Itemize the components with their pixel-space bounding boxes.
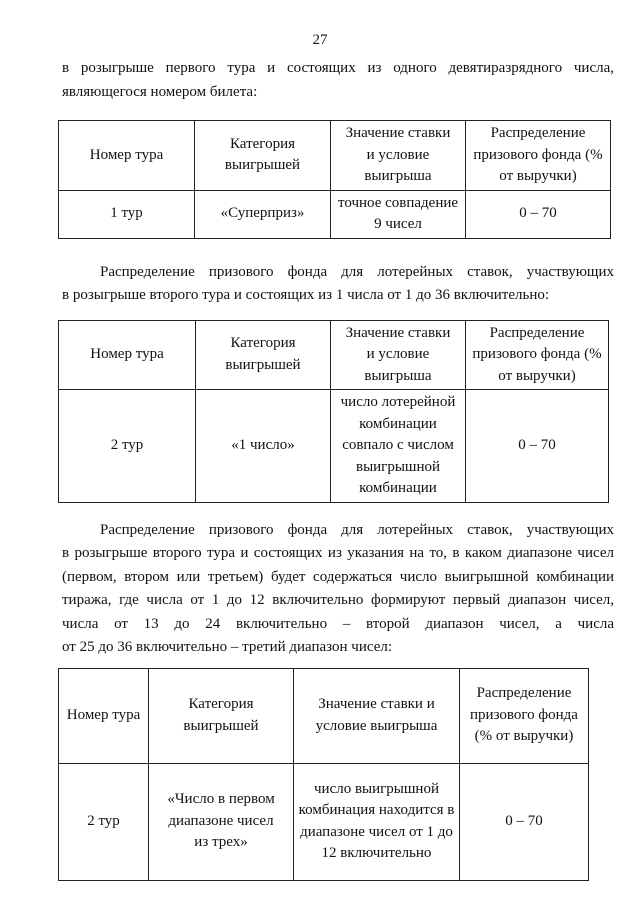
cell: 2 тур — [59, 763, 149, 880]
text-line: в розыгрыше второго тура и состоящих из указания на то, в каком диапазоне чисел — [62, 545, 614, 561]
text-line: Распределение призового фонда для лотерейных ставок, участвующих — [100, 263, 614, 280]
header-cell: Распределение призового фонда (% от выручки) — [466, 320, 609, 390]
text-line: в розыгрыше первого тура и состоящих из одного девятиразрядного числа, — [62, 60, 614, 76]
header-cell: Номер тура — [59, 320, 196, 390]
table-3 — [58, 668, 589, 881]
text-line: тиража, где числа от 1 до 12 включительно формируют первый диапазон чисел, — [62, 592, 614, 608]
header-cell: Значение ставки и условие выигрыша — [331, 320, 466, 390]
header-cell: Значение ставки и условие выигрыша — [294, 668, 460, 763]
cell: 1 тур — [59, 190, 195, 238]
text-line: (первом, втором или третьем) будет содержаться число выигрышной комбинации — [62, 568, 614, 585]
table-header-row — [59, 668, 589, 763]
page-number: 27 — [312, 32, 328, 48]
header-cell: Распределение призового фонда (% от выручки) — [466, 121, 611, 191]
header-cell: Номер тура — [59, 668, 149, 763]
table-row — [59, 390, 609, 503]
header-cell: Значение ставки и условие выигрыша — [331, 121, 466, 191]
paragraph-2 — [62, 261, 614, 308]
text-line: являющегося номером билета: — [62, 83, 258, 100]
cell: 0 – 70 — [460, 763, 589, 880]
cell: 0 – 70 — [466, 390, 609, 503]
cell: 0 – 70 — [466, 190, 611, 238]
cell: число лотерейной комбинации совпало с числом выигрышной комбинации — [331, 390, 466, 503]
cell: 2 тур — [59, 390, 196, 503]
text-line: от 25 до 36 включительно – третий диапазон чисел: — [62, 639, 393, 655]
table-1 — [58, 120, 611, 239]
cell: «1 число» — [196, 390, 331, 503]
table-header-row — [59, 121, 611, 191]
header-cell: Категория выигрышей — [195, 121, 331, 191]
table-2 — [58, 320, 609, 503]
table-row — [59, 190, 611, 238]
table-row — [59, 763, 589, 880]
cell: «Суперприз» — [195, 190, 331, 238]
cell: «Число в первом диапазоне чисел из трех» — [149, 763, 294, 880]
cell: число выигрышной комбинация находится в диапазоне чисел от 1 до 12 включительно — [294, 763, 460, 880]
text-line: Распределение призового фонда для лотерейных ставок, участвующих — [100, 521, 614, 538]
header-cell: Категория выигрышей — [149, 668, 294, 763]
cell: точное совпадение 9 чисел — [331, 190, 466, 238]
table-header-row — [59, 320, 609, 390]
header-cell: Распределение призового фонда (% от выручки) — [460, 668, 589, 763]
header-cell: Категория выигрышей — [196, 320, 331, 390]
paragraph-3 — [62, 519, 614, 660]
text-line: числа от 13 до 24 включительно – второй диапазон чисел, а числа — [62, 615, 614, 632]
text-line: в розыгрыше второго тура и состоящих из 1 числа от 1 до 36 включительно: — [62, 287, 550, 303]
paragraph-1 — [62, 57, 614, 104]
header-cell: Номер тура — [59, 121, 195, 191]
